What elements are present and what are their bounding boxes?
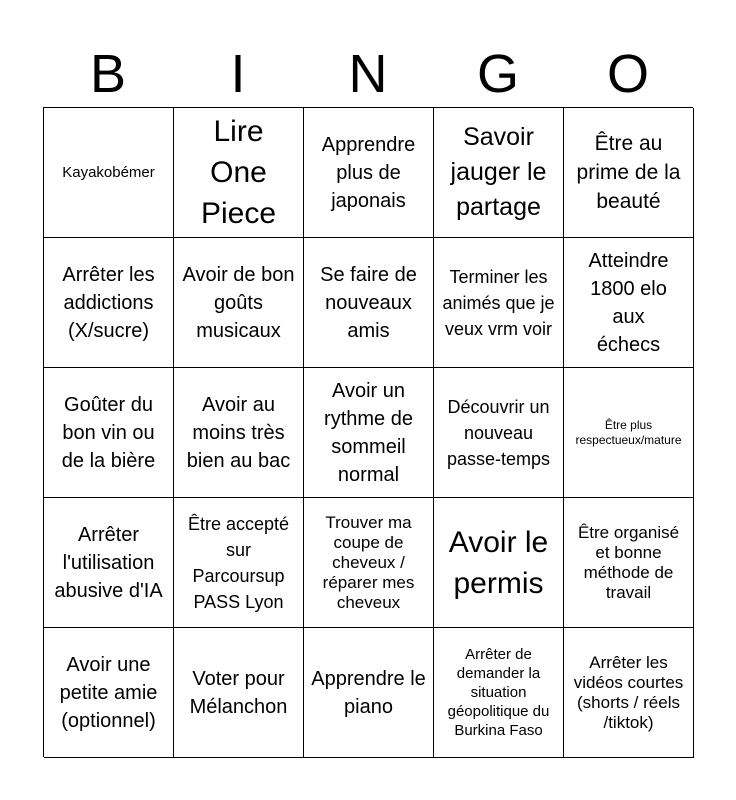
bingo-cell[interactable] (174, 238, 304, 368)
bingo-cell[interactable] (174, 628, 304, 758)
bingo-cell[interactable] (44, 368, 174, 498)
cell-text: Atteindre 1800 elo aux échecs (588, 249, 669, 356)
header-letter-g: G (476, 44, 519, 104)
cell-text: Apprendre plus de japonais (321, 133, 416, 212)
cell-text: Lire One Piece (200, 115, 277, 230)
cell-text: Avoir de bon goûts musicaux (182, 263, 295, 342)
cell-text: Être plus respectueux/mature (575, 417, 682, 447)
header-letter-b: B (89, 44, 127, 104)
bingo-cell[interactable] (564, 368, 694, 498)
cell-text: Savoir jauger le partage (450, 123, 547, 221)
bingo-grid (43, 107, 693, 757)
bingo-cell[interactable] (304, 628, 434, 758)
cell-text: Se faire de nouveaux amis (320, 263, 417, 342)
cell-text: Terminer les animés que je veux vrm voir (442, 266, 555, 339)
bingo-cell[interactable] (44, 108, 174, 238)
cell-text: Avoir le permis (448, 525, 549, 600)
header-letter-i: I (230, 44, 246, 104)
cell-text: Être accepté sur Parcoursup PASS Lyon (187, 513, 290, 612)
cell-text: Être organisé et bonne méthode de travail (577, 522, 680, 602)
bingo-cell[interactable] (564, 108, 694, 238)
cell-text: Voter pour Mélanchon (189, 667, 288, 718)
bingo-cell[interactable] (304, 108, 434, 238)
cell-text: Arrêter de demander la situation géopolitique du Burkina Faso (447, 646, 550, 739)
bingo-cell[interactable] (434, 628, 564, 758)
cell-text: Découvrir un nouveau passe-temps (446, 396, 551, 469)
bingo-cell[interactable] (304, 238, 434, 368)
bingo-cell[interactable] (564, 238, 694, 368)
bingo-cell[interactable] (44, 498, 174, 628)
bingo-cell[interactable] (434, 368, 564, 498)
bingo-cell[interactable] (434, 238, 564, 368)
bingo-cell[interactable] (434, 108, 564, 238)
cell-text: Avoir une petite amie (optionnel) (59, 653, 158, 732)
bingo-header (43, 42, 693, 106)
cell-text: Trouver ma coupe de cheveux / réparer mes cheveux (322, 512, 415, 612)
cell-text: Arrêter les vidéos courtes (shorts / réels /tiktok) (573, 652, 684, 732)
header-letter-n: N (348, 44, 388, 104)
cell-text: Arrêter les addictions (X/sucre) (62, 263, 155, 342)
cell-text: Être au prime de la beauté (576, 132, 681, 213)
cell-text: Goûter du bon vin ou de la bière (61, 393, 156, 472)
cell-text: Apprendre le piano (311, 667, 426, 718)
bingo-cell[interactable] (564, 498, 694, 628)
cell-text: Avoir au moins très bien au bac (186, 393, 291, 472)
cell-text: Arrêter l'utilisation abusive d'IA (54, 523, 163, 602)
bingo-cell[interactable] (44, 628, 174, 758)
bingo-cell[interactable] (304, 498, 434, 628)
bingo-cell[interactable] (304, 368, 434, 498)
bingo-cell[interactable] (564, 628, 694, 758)
cell-text: Avoir un rythme de sommeil normal (324, 379, 413, 486)
cell-text: Kayakobémer (62, 164, 155, 181)
bingo-cell[interactable] (174, 498, 304, 628)
bingo-cell[interactable] (44, 238, 174, 368)
bingo-cell[interactable] (434, 498, 564, 628)
header-letter-o: O (606, 44, 649, 104)
bingo-cell[interactable] (174, 108, 304, 238)
bingo-cell[interactable] (174, 368, 304, 498)
